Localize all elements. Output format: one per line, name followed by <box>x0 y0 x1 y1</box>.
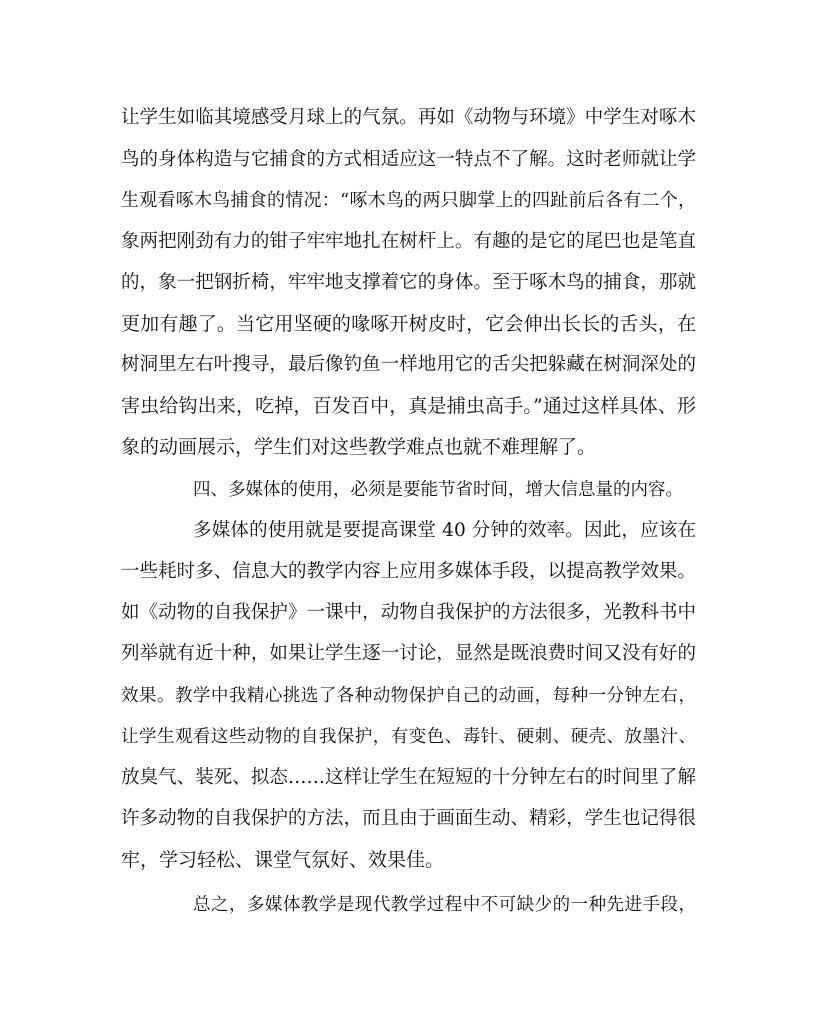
paragraph-line: 树洞里左右叶搜寻，最后像钓鱼一样地用它的舌尖把躲藏在树洞深处的 <box>121 354 696 375</box>
paragraph-line: 放臭气、装死、拟态……这样让学生在短短的十分钟左右的时间里了解 <box>121 767 696 788</box>
paragraph-line: 害虫给钩出来，吃掉，百发百中，真是捕虫高手。”通过这样具体、形 <box>121 395 696 417</box>
paragraph-line: 多媒体的使用就是要提高课堂 40 分钟的效率。因此，应该在 <box>193 520 696 541</box>
paragraph-line: 让学生如临其境感受月球上的气氛。再如《动物与环境》中学生对啄木 <box>121 107 696 128</box>
paragraph-line: 如《动物的自我保护》一课中，动物自我保护的方法很多，光教科书中 <box>121 602 696 623</box>
paragraph-line: 效果。教学中我精心挑选了各种动物保护自己的动画，每种一分钟左右， <box>121 686 696 706</box>
paragraph-line: 象两把刚劲有力的钳子牢牢地扎在树杆上。有趣的是它的尾巴也是笔直 <box>121 231 696 252</box>
section-heading: 四、多媒体的使用，必须是要能节省时间，增大信息量的内容。 <box>193 480 683 500</box>
paragraph-line: 列举就有近十种，如果让学生逐一讨论，显然是既浪费时间又没有好的 <box>121 643 696 664</box>
paragraph-line: 象的动画展示，学生们对这些教学难点也就不难理解了。 <box>121 436 597 458</box>
paragraph-line: 让学生观看这些动物的自我保护，有变色、毒针、硬刺、硬壳、放墨汁、 <box>121 727 696 747</box>
paragraph-line: 总之，多媒体教学是现代教学过程中不可缺少的一种先进手段， <box>193 895 696 915</box>
paragraph-line: 生观看啄木鸟捕食的情况：“啄木鸟的两只脚掌上的四趾前后各有二个， <box>121 190 696 211</box>
paragraph-line: 牢，学习轻松、课堂气氛好、效果佳。 <box>121 849 445 871</box>
paragraph-line: 更加有趣了。当它用坚硬的喙啄开树皮时，它会伸出长长的舌头，在 <box>121 313 696 335</box>
paragraph-line: 许多动物的自我保护的方法，而且由于画面生动、精彩，学生也记得很 <box>121 808 696 829</box>
paragraph-line: 一些耗时多、信息大的教学内容上应用多媒体手段，以提高教学效果。 <box>121 561 696 582</box>
paragraph-line: 鸟的身体构造与它捕食的方式相适应这一特点不了解。这时老师就让学 <box>121 149 696 170</box>
paragraph-line: 的，象一把钢折椅，牢牢地支撑着它的身体。至于啄木鸟的捕食，那就 <box>121 272 696 293</box>
